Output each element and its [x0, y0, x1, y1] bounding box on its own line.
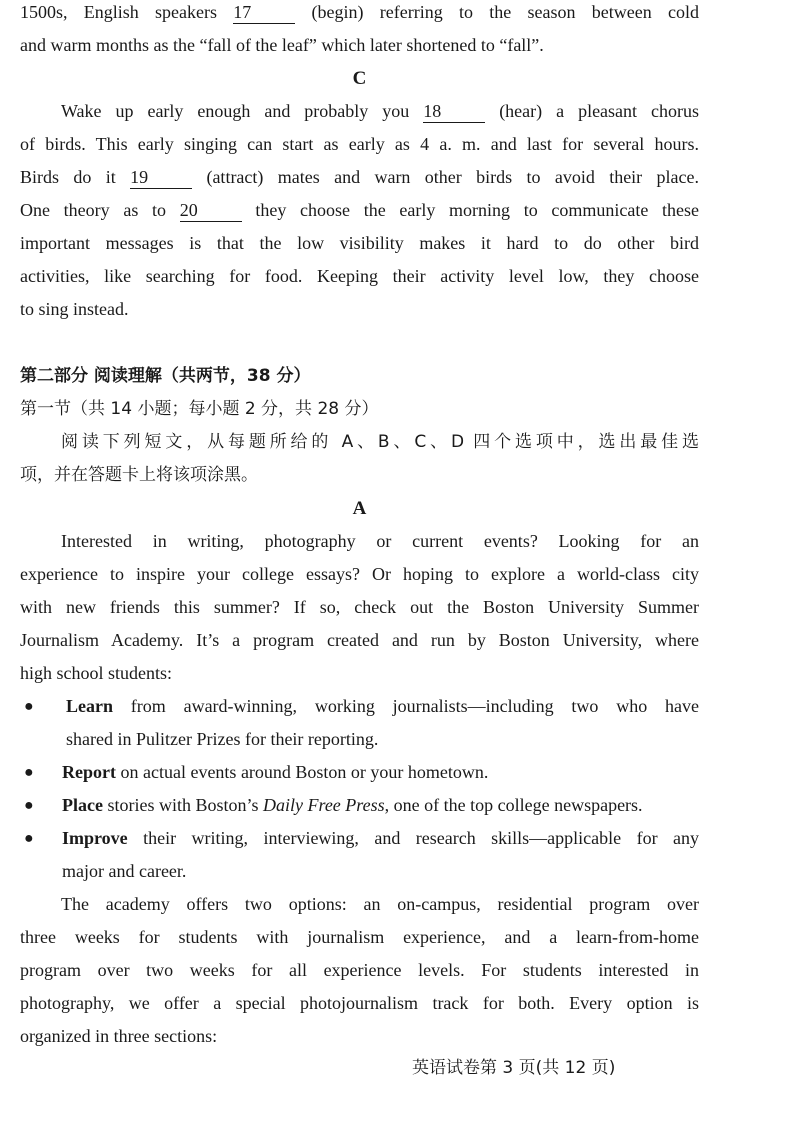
text-line: three weeks for students with journalism experience, and a learn-from-home	[20, 927, 699, 947]
text-line: with new friends this summer? If so, check out the Boston University Summer	[20, 597, 699, 617]
text-line: Journalism Academy. It’s a program created and run by Boston University, where	[20, 630, 699, 650]
text-line: experience to inspire your college essays? Or hoping to explore a world-class city	[20, 564, 699, 584]
text-line: organized in three sections:	[20, 1026, 218, 1046]
instructions	[20, 426, 699, 492]
text-line: major and career.	[62, 861, 187, 881]
part-two-title: 第二部分 阅读理解（共两节，38 分）	[20, 366, 311, 386]
text-line: One theory as to 20 they choose the early morning to communicate these	[20, 200, 700, 220]
text-line: 项，并在答题卡上将该项涂黑。	[20, 465, 258, 485]
text-line: program over two weeks for all experience levels. For students interested in	[20, 960, 699, 980]
list-item: ● Improve their writing, interviewing, and research skills—applicable for any major and career.	[20, 822, 699, 888]
answer-blank-17: 17	[233, 1, 295, 24]
bullet-icon: ●	[24, 830, 34, 847]
text-line: high school students:	[20, 663, 172, 683]
text-line: Wake up early enough and probably you 18 (hear) a pleasant chorus	[61, 101, 699, 121]
bullet-icon: ●	[24, 698, 34, 715]
text-line: 1500s, English speakers 17 (begin) referring to the season between cold	[20, 2, 700, 22]
answer-blank-20: 20	[180, 199, 242, 222]
newspaper-title: Daily Free Press	[263, 795, 385, 815]
text-line: of birds. This early singing can start as early as 4 a. m. and last for several hours.	[20, 134, 699, 154]
text-line: activities, like searching for food. Keeping their activity level low, they choose	[20, 266, 699, 286]
section-one-title: 第一节（共 14 小题；每小题 2 分，共 28 分）	[20, 399, 379, 419]
feature-list	[20, 690, 699, 888]
passage-a-para-2	[20, 888, 699, 1053]
text-line: important messages is that the low visibility makes it hard to do other bird	[20, 233, 699, 253]
passage-b-end	[20, 0, 699, 62]
page-footer: 英语试卷第 3 页(共 12 页)	[412, 1058, 616, 1078]
passage-c-body	[20, 95, 699, 326]
passage-c-heading: C	[352, 68, 367, 89]
list-item: ● Place stories with Boston’s Daily Free Press, one of the top college newspapers.	[20, 789, 699, 822]
list-item: ● Learn from award-winning, working journalists—including two who have shared in Pulitzer Prizes for their reporting.	[20, 690, 699, 756]
bullet-icon: ●	[24, 797, 34, 814]
text-line: to sing instead.	[20, 299, 129, 319]
text-line: photography, we offer a special photojournalism track for both. Every option is	[20, 993, 699, 1013]
text-line: Birds do it 19 (attract) mates and warn other birds to avoid their place.	[20, 167, 700, 187]
answer-blank-19: 19	[130, 166, 192, 189]
passage-a-heading: A	[352, 498, 367, 519]
text-line: The academy offers two options: an on-campus, residential program over	[61, 894, 699, 914]
text-line: shared in Pulitzer Prizes for their reporting.	[66, 729, 379, 749]
bullet-icon: ●	[24, 764, 34, 781]
list-item: ● Report on actual events around Boston or your hometown.	[20, 756, 699, 789]
passage-a-para-1	[20, 525, 699, 690]
text-line: Interested in writing, photography or current events? Looking for an	[61, 531, 699, 551]
answer-blank-18: 18	[423, 100, 485, 123]
text-line: 阅读下列短文，从每题所给的 A、B、C、D 四个选项中，选出最佳选	[61, 432, 699, 452]
text-line: and warm months as the “fall of the leaf” which later shortened to “fall”.	[20, 35, 544, 55]
